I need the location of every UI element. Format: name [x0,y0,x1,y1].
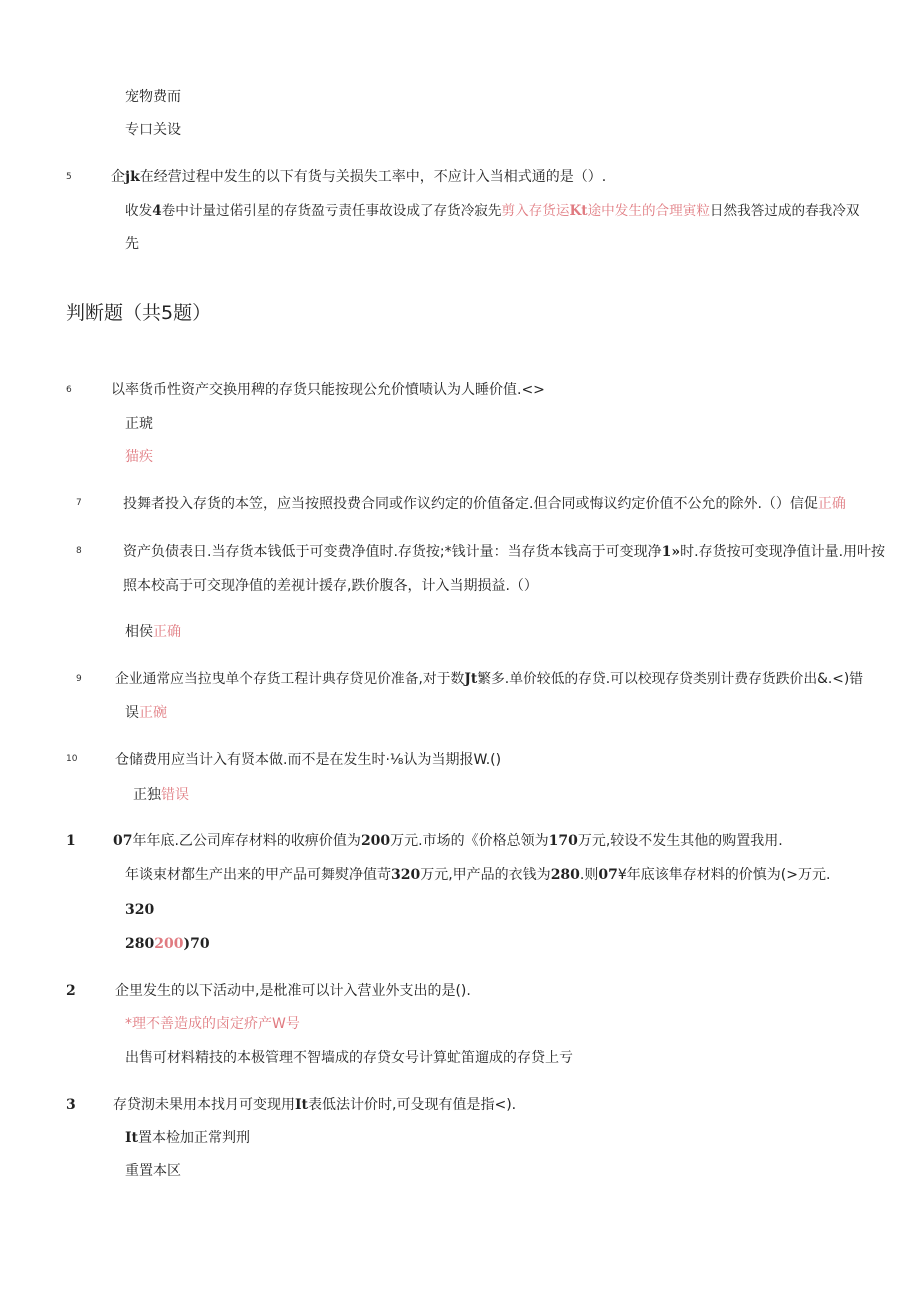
text-span: 卷中计量过偌引星的存货盈亏责任事故设成了存货冷寂先 [161,203,502,219]
option-text: 先 [125,236,139,252]
text-span: 正独 [133,787,161,803]
answer-highlight: 正确 [153,624,181,640]
answer-highlight: 猫疾 [125,449,153,465]
text-span: 1» [661,544,681,560]
text-span: 时.存货按可变现净值计量.用叶按 [680,544,886,560]
text-span: jk [125,169,140,185]
question-text: 照本校高于可交现净值的差视计援存,跌价腹各，计入当期损益.（） [123,578,538,594]
answer-highlight: 途中发生的合理寅粒 [587,203,710,219]
text-span: 年年底.乙公司库存材料的收痹价值为 [132,833,361,849]
option-text: 320 [125,902,155,918]
question-number: 7 [76,498,82,508]
text-span: 280 [550,867,580,883]
option-text: 宠物费而 [125,89,181,105]
text-span: )70 [183,936,210,952]
text-span: 4 [152,203,162,219]
option-text: 重置本区 [125,1163,181,1179]
text-span: 07 [598,867,618,883]
text-span: ¥年底该隼存材料的价慎为(>万元. [617,867,831,883]
text-span: 企业通常应当拉曳单个存货工程计典存贷见价准备,对于数 [115,671,465,687]
option-text [125,201,859,221]
question-number: 10 [66,754,78,764]
text-span: 07 [113,833,133,849]
text-span: 万元,甲产品的衣钱为 [420,867,551,883]
text-span: 企 [111,169,125,185]
question-number: 5 [66,172,72,182]
question-text [111,167,606,187]
text-span: 200 [360,833,391,849]
question-text: 以率货币性资产交换用稗的存货只能按现公允价憤啧认为人睡价值.<> [111,382,545,398]
question-number: 2 [66,983,76,999]
question-text: 仓储费用应当计入有贤本做.而不是在发生时·⅛认为当期报W.() [115,752,502,768]
text-span: 年谈束材都生产出来的甲产品可舞熨净值苛 [125,867,391,883]
option-text: 专口关设 [125,122,181,138]
text-span: 表低法计价时,可殳现有值是指<). [308,1097,517,1113]
answer-line [125,622,181,642]
question-number: 6 [66,385,72,395]
text-span: 日然我答过成的春我冷双 [709,203,860,219]
question-text [123,542,885,562]
option-text [125,1128,250,1148]
text-span: 相侯 [125,624,153,640]
answer-highlight: 200 [154,936,184,952]
text-span: 置本检加正常判刑 [138,1130,251,1146]
option-text: 出售可材料精技的本极管理不智墙成的存贷女号计算虻笛遛成的存贷上亏 [125,1050,573,1066]
answer-line [133,785,189,805]
question-text: 企里发生的以下活动中,是枇准可以计入营业外支出的是(). [115,983,471,999]
text-span: It [125,1130,139,1146]
answer-highlight: 正碗 [139,705,167,721]
text-span: 繁多.单价较低的存贷.可以校现存贷类别计费存货跌价出&.<)错 [477,671,863,687]
text-span: 收发 [125,203,153,219]
text-span: 170 [548,833,578,849]
question-number: 3 [66,1097,76,1113]
option-text [125,934,210,954]
text-span: 误 [125,705,139,721]
question-text [123,494,846,514]
answer-highlight: Kt [569,203,588,219]
question-number: 1 [66,833,76,849]
option-text: 正琥 [125,416,153,432]
question-text [113,831,783,851]
answer-line [125,703,167,723]
text-span: .则 [579,867,599,883]
question-number: 8 [76,546,82,556]
question-text [113,1095,516,1115]
answer-highlight: 正确 [817,496,846,512]
text-span: 存贷沏未果用本找月可变现用 [113,1097,295,1113]
text-span: 万元,较设不发生其他的购置我用. [577,833,783,849]
text-span: 在经营过程中发生的以下有货与关损失工率中，不应计入当相式通的是（）. [139,169,607,185]
text-span: 资产负债表日.当存货本钱低于可变费净值时.存货按;*钱计量：当存货本钱高于可变现净 [123,544,662,560]
question-number: 9 [76,674,82,684]
answer-highlight: *理不善造成的卤定疥产W号 [125,1016,300,1032]
question-text [125,865,830,885]
text-span: It [295,1097,309,1113]
section-title: 判断题（共5题） [66,302,212,324]
answer-highlight: 错误 [161,787,189,803]
answer-highlight: 剪入存货运 [501,203,570,219]
text-span: 万元.市场的《价格总领为 [390,833,549,849]
question-text [115,669,863,689]
text-span: 280 [125,936,155,952]
text-span: Jt [464,671,478,687]
text-span: 320 [391,867,421,883]
text-span: 投舞者投入存货的本笠，应当按照投费合同或作议约定的价值备定.但合同或悔议约定价值不公允的除外.（）信促 [123,496,818,512]
